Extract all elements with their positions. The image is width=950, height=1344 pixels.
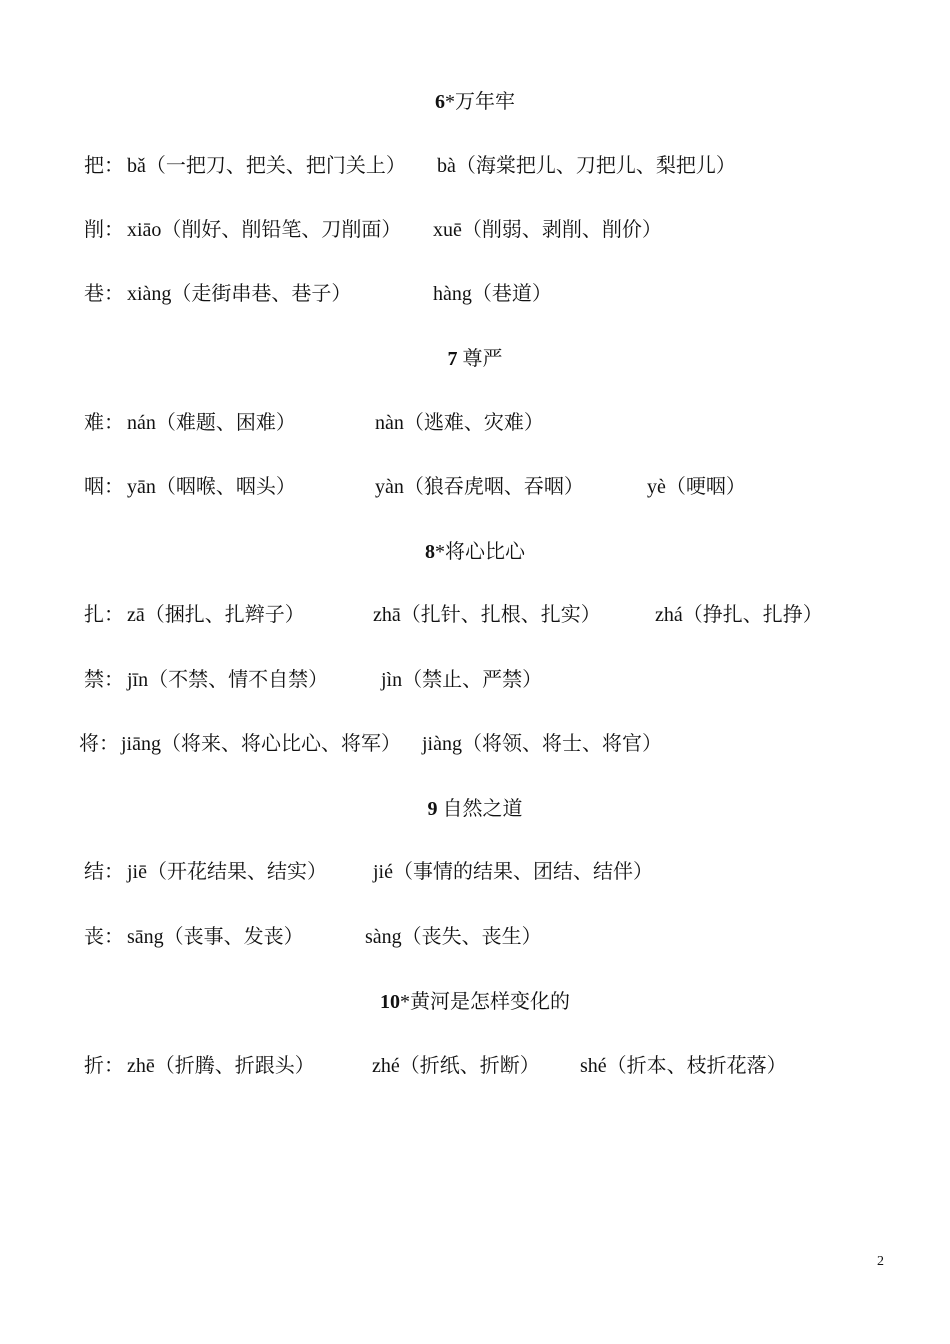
entry-char: 将： xyxy=(79,733,119,755)
entry-row-za xyxy=(0,602,950,628)
entry-reading: nàn（逃难、灾难） xyxy=(375,412,544,434)
entry-reading: xiāo（削好、削铅笔、刀削面） xyxy=(127,219,402,241)
section-number: 7 xyxy=(447,348,458,370)
section-heading-10 xyxy=(0,990,950,1014)
entry-row-zhe xyxy=(0,1053,950,1079)
entry-reading: zhā（扎针、扎根、扎实） xyxy=(373,604,601,626)
entry-reading: xuē（削弱、剥削、削价） xyxy=(433,219,662,241)
section-heading-9 xyxy=(0,797,950,821)
entry-row-sang xyxy=(0,924,950,950)
entry-row-jiang xyxy=(0,731,950,757)
entry-row-xiang xyxy=(0,281,950,307)
entry-reading: jìn（禁止、严禁） xyxy=(381,669,543,691)
entry-char: 丧： xyxy=(84,926,124,948)
entry-row-nan xyxy=(0,410,950,436)
section-heading-8 xyxy=(0,540,950,564)
entry-char: 禁： xyxy=(84,669,124,691)
section-number: 8 xyxy=(425,541,435,563)
entry-reading: zhē（折腾、折跟头） xyxy=(127,1055,315,1077)
section-title: *将心比心 xyxy=(435,541,525,563)
section-number: 6 xyxy=(435,91,445,113)
entry-char: 折： xyxy=(84,1055,124,1077)
entry-reading: jiē（开花结果、结实） xyxy=(127,861,327,883)
entry-reading: jiāng（将来、将心比心、将军） xyxy=(121,733,401,755)
entry-char: 扎： xyxy=(84,604,124,626)
section-heading-6 xyxy=(0,90,950,114)
entry-reading: bà（海棠把儿、刀把儿、梨把儿） xyxy=(437,155,736,177)
entry-row-jie xyxy=(0,859,950,885)
entry-reading: shé（折本、枝折花落） xyxy=(580,1055,787,1077)
entry-reading: jié（事情的结果、团结、结伴） xyxy=(373,861,653,883)
entry-reading: jīn（不禁、情不自禁） xyxy=(127,669,329,691)
entry-reading: jiàng（将领、将士、将官） xyxy=(422,733,662,755)
entry-row-xiao xyxy=(0,217,950,243)
entry-row-jin xyxy=(0,667,950,693)
entry-char: 削： xyxy=(84,219,124,241)
entry-reading: zā（捆扎、扎辫子） xyxy=(127,604,305,626)
entry-char: 把： xyxy=(84,155,124,177)
entry-reading: hàng（巷道） xyxy=(433,283,552,305)
section-title: *黄河是怎样变化的 xyxy=(400,991,570,1013)
entry-reading: yān（咽喉、咽头） xyxy=(127,476,296,498)
entry-row-ba xyxy=(0,153,950,179)
entry-reading: yè（哽咽） xyxy=(647,476,746,498)
section-heading-7 xyxy=(0,347,950,371)
entry-reading: zhé（折纸、折断） xyxy=(372,1055,540,1077)
page-number: 2 xyxy=(877,1254,884,1269)
entry-reading: sàng（丧失、丧生） xyxy=(365,926,542,948)
entry-reading: bǎ（一把刀、把关、把门关上） xyxy=(127,155,406,177)
entry-reading: nán（难题、困难） xyxy=(127,412,296,434)
section-title: 尊严 xyxy=(457,348,503,370)
entry-row-yan xyxy=(0,474,950,500)
entry-reading: yàn（狼吞虎咽、吞咽） xyxy=(375,476,584,498)
section-title: 自然之道 xyxy=(437,798,523,820)
entry-reading: sāng（丧事、发丧） xyxy=(127,926,304,948)
section-title: *万年牢 xyxy=(445,91,515,113)
section-number: 9 xyxy=(427,798,438,820)
entry-char: 巷： xyxy=(84,283,124,305)
section-number: 10 xyxy=(380,991,400,1013)
entry-char: 难： xyxy=(84,412,124,434)
entry-char: 结： xyxy=(84,861,124,883)
entry-reading: zhá（挣扎、扎挣） xyxy=(655,604,823,626)
entry-char: 咽： xyxy=(84,476,124,498)
entry-reading: xiàng（走街串巷、巷子） xyxy=(127,283,352,305)
